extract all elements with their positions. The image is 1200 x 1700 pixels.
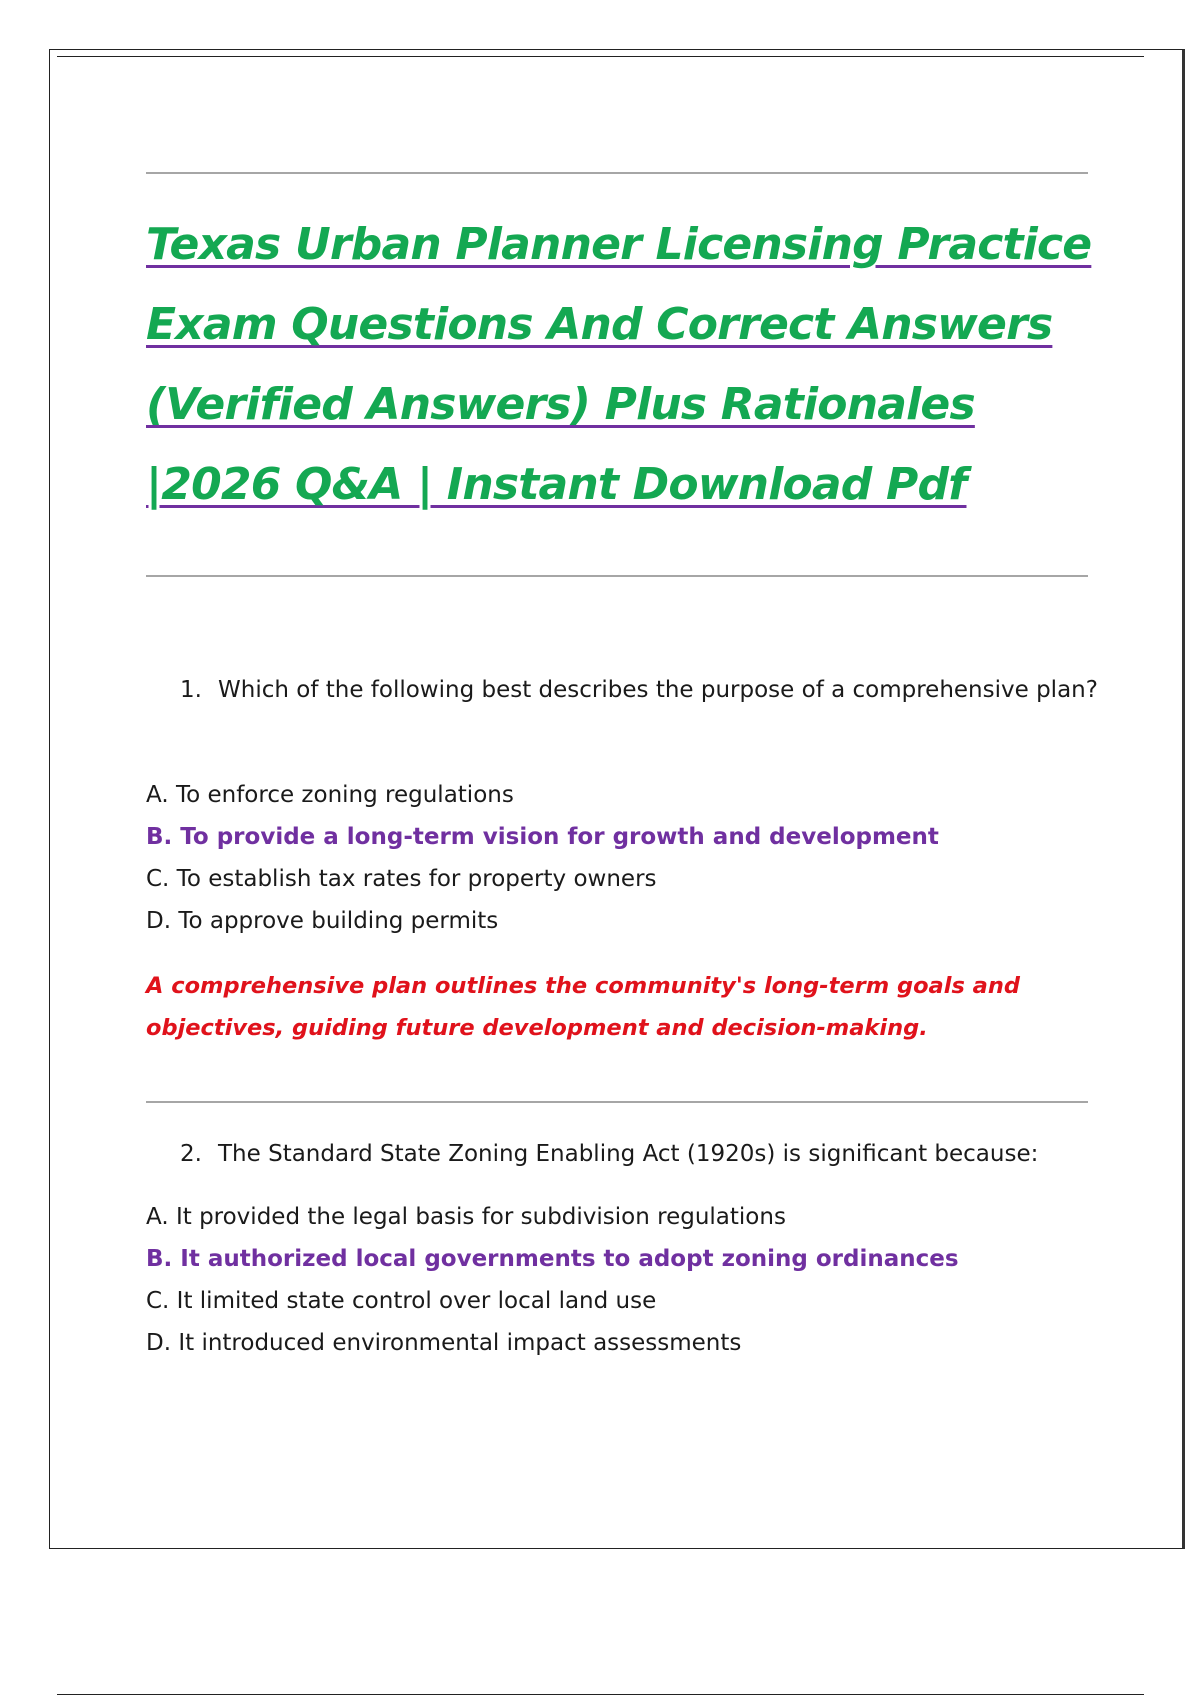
- option-b-correct: B. It authorized local governments to adopt zoning ordinances: [146, 1246, 959, 1272]
- next-page-top-rule: [57, 1694, 1144, 1695]
- question-1-rationale: A comprehensive plan outlines the community's long-term goals and objectives, guiding future development and decision-making.: [146, 973, 1020, 1041]
- title-line-1: Texas Urban Planner Licensing Practice: [146, 219, 1092, 270]
- option-c: C. It limited state control over local land use: [146, 1288, 657, 1314]
- option-b-correct: B. To provide a long-term vision for growth and development: [146, 824, 939, 850]
- divider-between-questions: [146, 1101, 1088, 1103]
- question-number: 2.: [180, 1141, 202, 1167]
- option-d: D. It introduced environmental impact assessments: [146, 1330, 742, 1356]
- title-line-3: (Verified Answers) Plus Rationales: [146, 379, 975, 430]
- option-a: A. To enforce zoning regulations: [146, 782, 514, 808]
- question-2-options: [146, 1196, 1126, 1364]
- top-border-rule: [57, 56, 1144, 57]
- question-2: [180, 1133, 1100, 1176]
- divider-below-title: [146, 575, 1088, 577]
- question-1: [180, 669, 1100, 712]
- document-title: [146, 205, 1106, 525]
- question-number: 1.: [180, 677, 202, 703]
- option-a: A. It provided the legal basis for subdivision regulations: [146, 1204, 786, 1230]
- question-text: Which of the following best describes the purpose of a comprehensive plan?: [218, 677, 1098, 703]
- question-1-options: [146, 774, 1126, 942]
- option-c: C. To establish tax rates for property owners: [146, 866, 657, 892]
- question-text: The Standard State Zoning Enabling Act (1920s) is significant because:: [218, 1141, 1039, 1167]
- option-d: D. To approve building permits: [146, 908, 499, 934]
- title-line-2: Exam Questions And Correct Answers: [146, 299, 1053, 350]
- divider-above-title: [146, 172, 1088, 174]
- title-line-4: |2026 Q&A | Instant Download Pdf: [146, 459, 967, 510]
